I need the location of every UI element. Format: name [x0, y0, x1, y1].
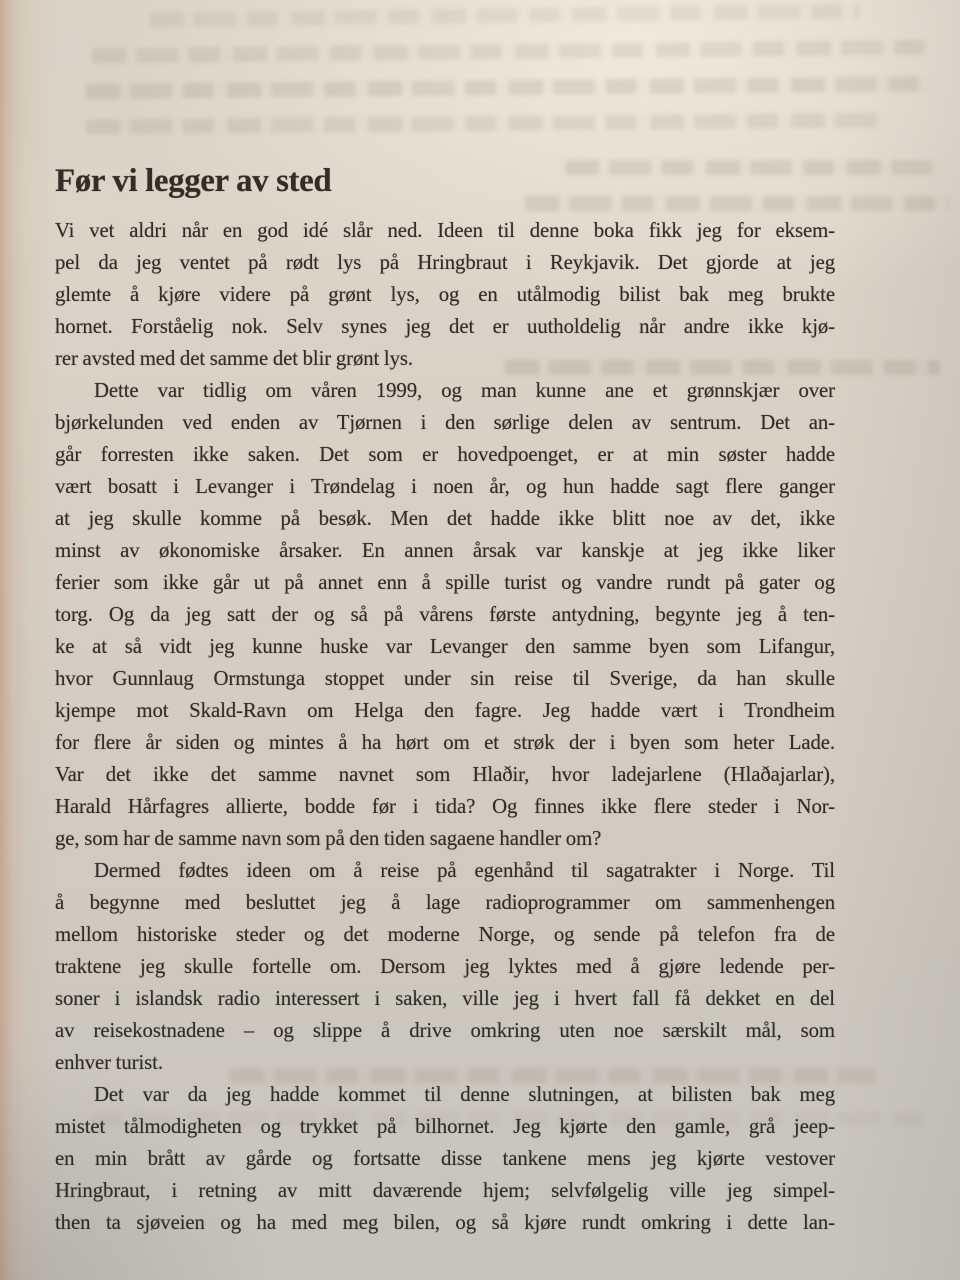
show-through-text — [86, 113, 886, 135]
text-line: en min brått av gårde og fortsatte disse tankene mens jeg kjørte vestover — [55, 1147, 835, 1170]
text-line: mellom historiske steder og det moderne Norge, og sende på telefon fra de — [55, 923, 835, 946]
text-line: Var det ikke det samme navnet som Hlaðir, hvor ladejarlene (Hlaðajarlar), — [55, 763, 835, 786]
text-line: går forresten ikke saken. Det som er hovedpoenget, er at min søster hadde — [55, 443, 835, 466]
text-line: vært bosatt i Levanger i Trøndelag i noen år, og hun hadde sagt flere ganger — [55, 475, 835, 498]
text-line: ferier som ikke går ut på annet enn å spille turist og vandre rundt på gater og — [55, 571, 835, 594]
text-line: Hringbraut, i retning av mitt daværende hjem; selvfølgelig ville jeg simpel- — [55, 1179, 835, 1202]
text-line: then ta sjøveien og ha med meg bilen, og så kjøre rundt omkring i dette lan- — [55, 1211, 835, 1234]
text-line: kjempe mot Skald-Ravn om Helga den fagre. Jeg hadde vært i Trondheim — [55, 699, 835, 722]
text-line: ge, som har de samme navn som på den tiden sagaene handler om? — [55, 827, 602, 850]
chapter-heading: Før vi legger av sted — [55, 163, 332, 199]
show-through-text — [150, 4, 860, 28]
text-line: Dermed fødtes ideen om å reise på egenhånd til sagatrakter i Norge. Til — [94, 859, 835, 882]
body-text — [55, 215, 835, 1239]
text-line: pel da jeg ventet på rødt lys på Hringbraut i Reykjavik. Det gjorde at jeg — [55, 251, 835, 274]
show-through-text — [86, 76, 932, 98]
page-content — [55, 163, 835, 1239]
text-line: ke at så vidt jeg kunne huske var Levanger den samme byen som Lifangur, — [55, 635, 835, 658]
text-line: soner i islandsk radio interessert i saken, ville jeg i hvert fall få dekket en del — [55, 987, 835, 1010]
text-line: hornet. Forståelig nok. Selv synes jeg det er uutholdelig når andre ikke kjø- — [55, 315, 835, 338]
text-line: minst av økonomiske årsaker. En annen årsak var kanskje at jeg ikke liker — [55, 539, 835, 562]
text-line: bjørkelunden ved enden av Tjørnen i den sørlige delen av sentrum. Det an- — [55, 411, 835, 434]
text-line: hvor Gunnlaug Ormstunga stoppet under sin reise til Sverige, da han skulle — [55, 667, 835, 690]
text-line: å begynne med besluttet jeg å lage radioprogrammer om sammenhengen — [55, 891, 835, 914]
text-line: Dette var tidlig om våren 1999, og man kunne ane et grønnskjær over — [94, 379, 835, 402]
text-line: rer avsted med det samme det blir grønt lys. — [55, 347, 413, 370]
text-line: Vi vet aldri når en god idé slår ned. Ideen til denne boka fikk jeg for eksem- — [55, 219, 835, 242]
text-line: at jeg skulle komme på besøk. Men det hadde ikke blitt noe av det, ikke — [55, 507, 835, 530]
text-line: mistet tålmodigheten og trykket på bilhornet. Jeg kjørte den gamle, grå jeep- — [55, 1115, 835, 1138]
text-line: enhver turist. — [55, 1051, 163, 1074]
text-line: torg. Og da jeg satt der og så på vårens første antydning, begynte jeg å ten- — [55, 603, 835, 626]
text-line: traktene jeg skulle fortelle om. Dersom jeg lyktes med å gjøre ledende per- — [55, 955, 835, 978]
text-line: av reisekostnadene – og slippe å drive omkring uten noe særskilt mål, som — [55, 1019, 835, 1042]
text-line: Harald Hårfagres allierte, bodde før i tida? Og finnes ikke flere steder i Nor- — [55, 795, 835, 818]
text-line: for flere år siden og mintes å ha hørt om et strøk der i byen som heter Lade. — [55, 731, 835, 754]
text-line: Det var da jeg hadde kommet til denne slutningen, at bilisten bak meg — [94, 1083, 835, 1106]
text-line: glemte å kjøre videre på grønt lys, og en utålmodig bilist bak meg brukte — [55, 283, 835, 306]
show-through-text — [92, 40, 928, 64]
